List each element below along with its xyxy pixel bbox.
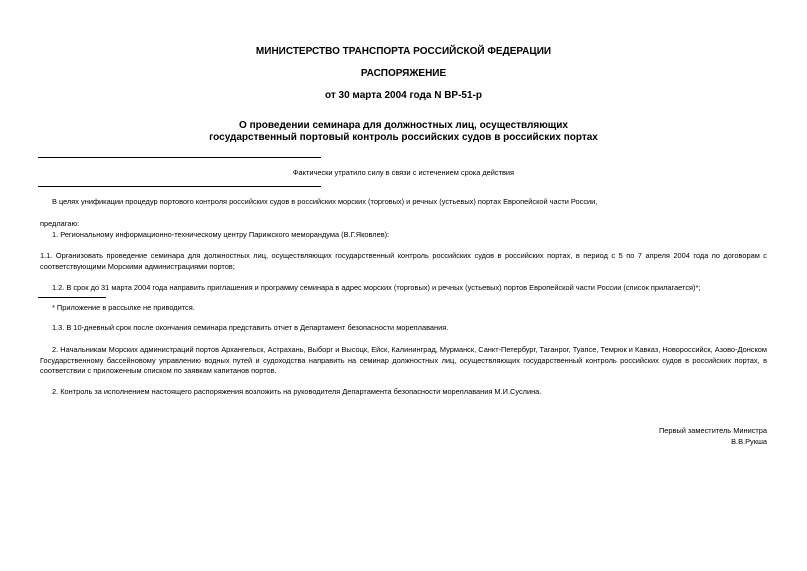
doc-title-line2: государственный портовый контроль российских судов в российских портах [209,132,598,143]
signature-position: Первый заместитель Министра [658,426,767,435]
footnote-divider [38,297,106,298]
item-1-3: 1.3. В 10-дневный срок после окончания семинара представить отчет в Департамент безопасности мореплавания. [52,323,449,332]
date-number-line: от 30 марта 2004 года N ВР-51-р [325,90,482,101]
item-1-2: 1.2. В срок до 31 марта 2004 года направить приглашения и программу семинара в адрес морских (торговых) и речных (устьевых) портов Европейской части России (список прилагается)*; [52,283,701,292]
ministry-heading: МИНИСТЕРСТВО ТРАНСПОРТА РОССИЙСКОЙ ФЕДЕРАЦИИ [255,46,552,57]
divider-bottom [38,186,321,187]
footnote: * Приложение в рассылке не приводится. [52,303,195,312]
item-2: 2. Начальникам Морских администраций портов Архангельск, Астрахань, Выборг и Высоцк, Ейск, Калининград, Мурманск, Санкт-Петербург, Таганрог, Туапсе, Темрюк и Кавказ, Новороссийск, Азово-Донском Государственному бассейновому управлению водных путей и судоходства направить на семинар должностных лиц, осуществляющих государственный контроль российских судов в российских портах, в соответствии с приложенным списком по заявкам капитанов портов. [40,345,767,375]
signature-name: В.В.Рукша [731,437,767,446]
item-3: 2. Контроль за исполнением настоящего распоряжения возложить на руководителя Департамента безопасности мореплавания М.И.Суслина. [52,387,542,396]
status-note: Фактически утратило силу в связи с истечением срока действия [292,168,515,177]
proposes-line: предлагаю: [40,219,80,228]
intro-paragraph: В целях унификации процедур портового контроля российских судов в российских морских (торговых) и речных (устьевых) портах Европейской части России, [52,197,598,206]
item-1: 1. Региональному информационно-техническому центру Парижского меморандума (В.Г.Яковлев): [52,230,390,239]
divider-top [38,157,321,158]
doc-type-heading: РАСПОРЯЖЕНИЕ [360,68,447,79]
doc-title-line1: О проведении семинара для должностных лиц, осуществляющих [239,120,568,131]
item-1-1: 1.1. Организовать проведение семинара для должностных лиц, осуществляющих государственный контроль российских судов в российских портах, в период с 5 по 7 апреля 2004 года по договорам с соответствующими Морскими администрациями портов; [40,251,767,271]
